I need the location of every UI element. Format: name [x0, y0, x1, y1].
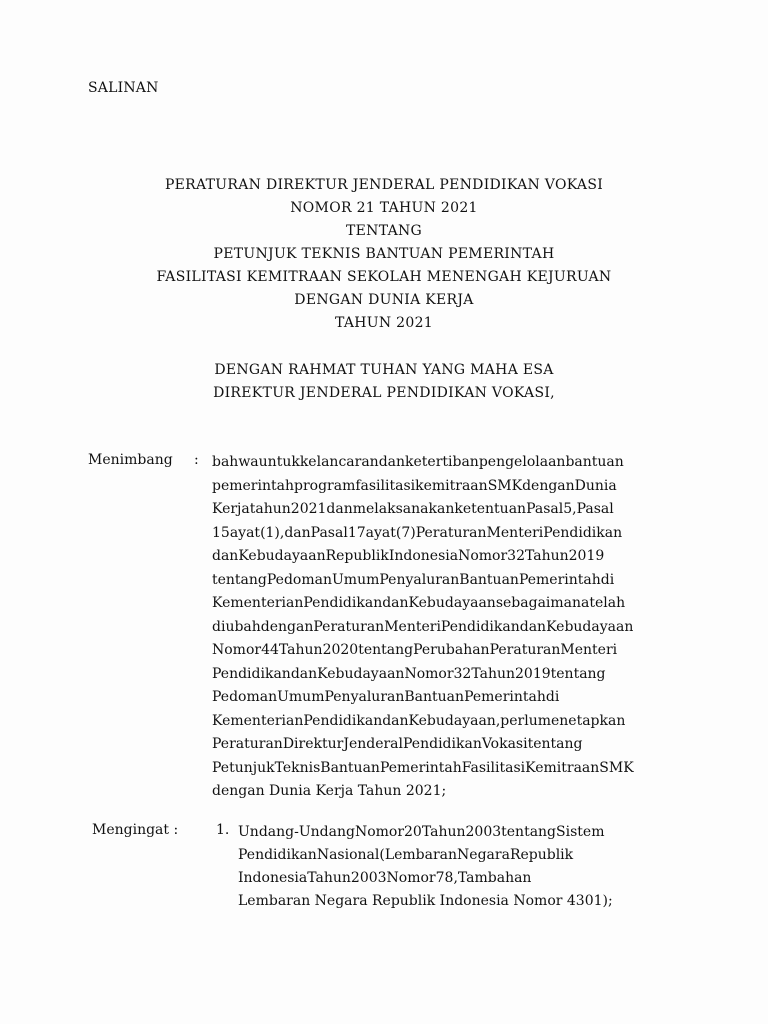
salinan-label: SALINAN: [88, 80, 159, 96]
menimbang-label: Menimbang: [88, 452, 173, 468]
menimbang-line: bahwauntukkelancarandanketertibanpengelolaanbantuan: [212, 454, 624, 470]
menimbang-line: PetunjukTeknisBantuanPemerintahFasilitasiKemitraanSMK: [212, 759, 634, 776]
heading-line: TENTANG: [345, 223, 423, 239]
menimbang-line: tentangPedomanUmumPenyaluranBantuanPemerintahdi: [212, 571, 615, 588]
menimbang-colon: :: [194, 452, 199, 468]
menimbang-line: Kerjatahun2021danmelaksanakanketentuanPasal5,Pasal: [212, 501, 614, 517]
mengingat-item: [238, 821, 672, 913]
heading-line: NOMOR 21 TAHUN 2021: [290, 200, 478, 216]
preamble-line: DENGAN RAHMAT TUHAN YANG MAHA ESA: [214, 362, 554, 378]
menimbang-line: 15ayat(1),danPasal17ayat(7)PeraturanMenteriPendidikan: [212, 524, 623, 541]
preamble-heading: [0, 359, 768, 405]
menimbang-line: diubahdenganPeraturanMenteriPendidikandanKebudayaan: [212, 618, 634, 635]
mengingat-line: Lembaran Negara Republik Indonesia Nomor 4301);: [238, 893, 613, 909]
mengingat-line: Undang-UndangNomor20Tahun2003tentangSistem: [238, 824, 605, 840]
menimbang-line: pemerintahprogramfasilitasikemitraanSMKdenganDunia: [212, 477, 617, 494]
menimbang-line: PeraturanDirekturJenderalPendidikanVokasitentang: [212, 736, 583, 752]
heading-line: PERATURAN DIREKTUR JENDERAL PENDIDIKAN VOKASI: [164, 177, 604, 193]
heading-line: PETUNJUK TEKNIS BANTUAN PEMERINTAH: [213, 246, 555, 262]
mengingat-line: IndonesiaTahun2003Nomor78,Tambahan: [238, 870, 532, 886]
menimbang-line: KementerianPendidikandanKebudayaan,perlumenetapkan: [212, 712, 626, 729]
document-heading: [0, 174, 768, 335]
menimbang-line: KementerianPendidikandanKebudayaansebagaimanatelah: [212, 595, 626, 611]
menimbang-line: PendidikandanKebudayaanNomor32Tahun2019tentang: [212, 665, 606, 682]
menimbang-text: [212, 451, 682, 804]
heading-line: FASILITASI KEMITRAAN SEKOLAH MENENGAH KEJURUAN: [156, 269, 612, 285]
heading-line: TAHUN 2021: [334, 315, 434, 331]
menimbang-line: dengan Dunia Kerja Tahun 2021;: [212, 783, 447, 799]
menimbang-line: danKebudayaanRepublikIndonesiaNomor32Tahun2019: [212, 548, 605, 564]
menimbang-line: Nomor44Tahun2020tentangPerubahanPeraturanMenteri: [212, 642, 618, 658]
mengingat-line: PendidikanNasional(LembaranNegaraRepublik: [238, 847, 574, 863]
heading-line: DENGAN DUNIA KERJA: [294, 292, 474, 308]
menimbang-line: PedomanUmumPenyaluranBantuanPemerintahdi: [212, 689, 560, 705]
mengingat-item-number: 1.: [216, 822, 230, 838]
preamble-line: DIREKTUR JENDERAL PENDIDIKAN VOKASI,: [213, 385, 555, 401]
mengingat-label: Mengingat :: [92, 822, 179, 838]
